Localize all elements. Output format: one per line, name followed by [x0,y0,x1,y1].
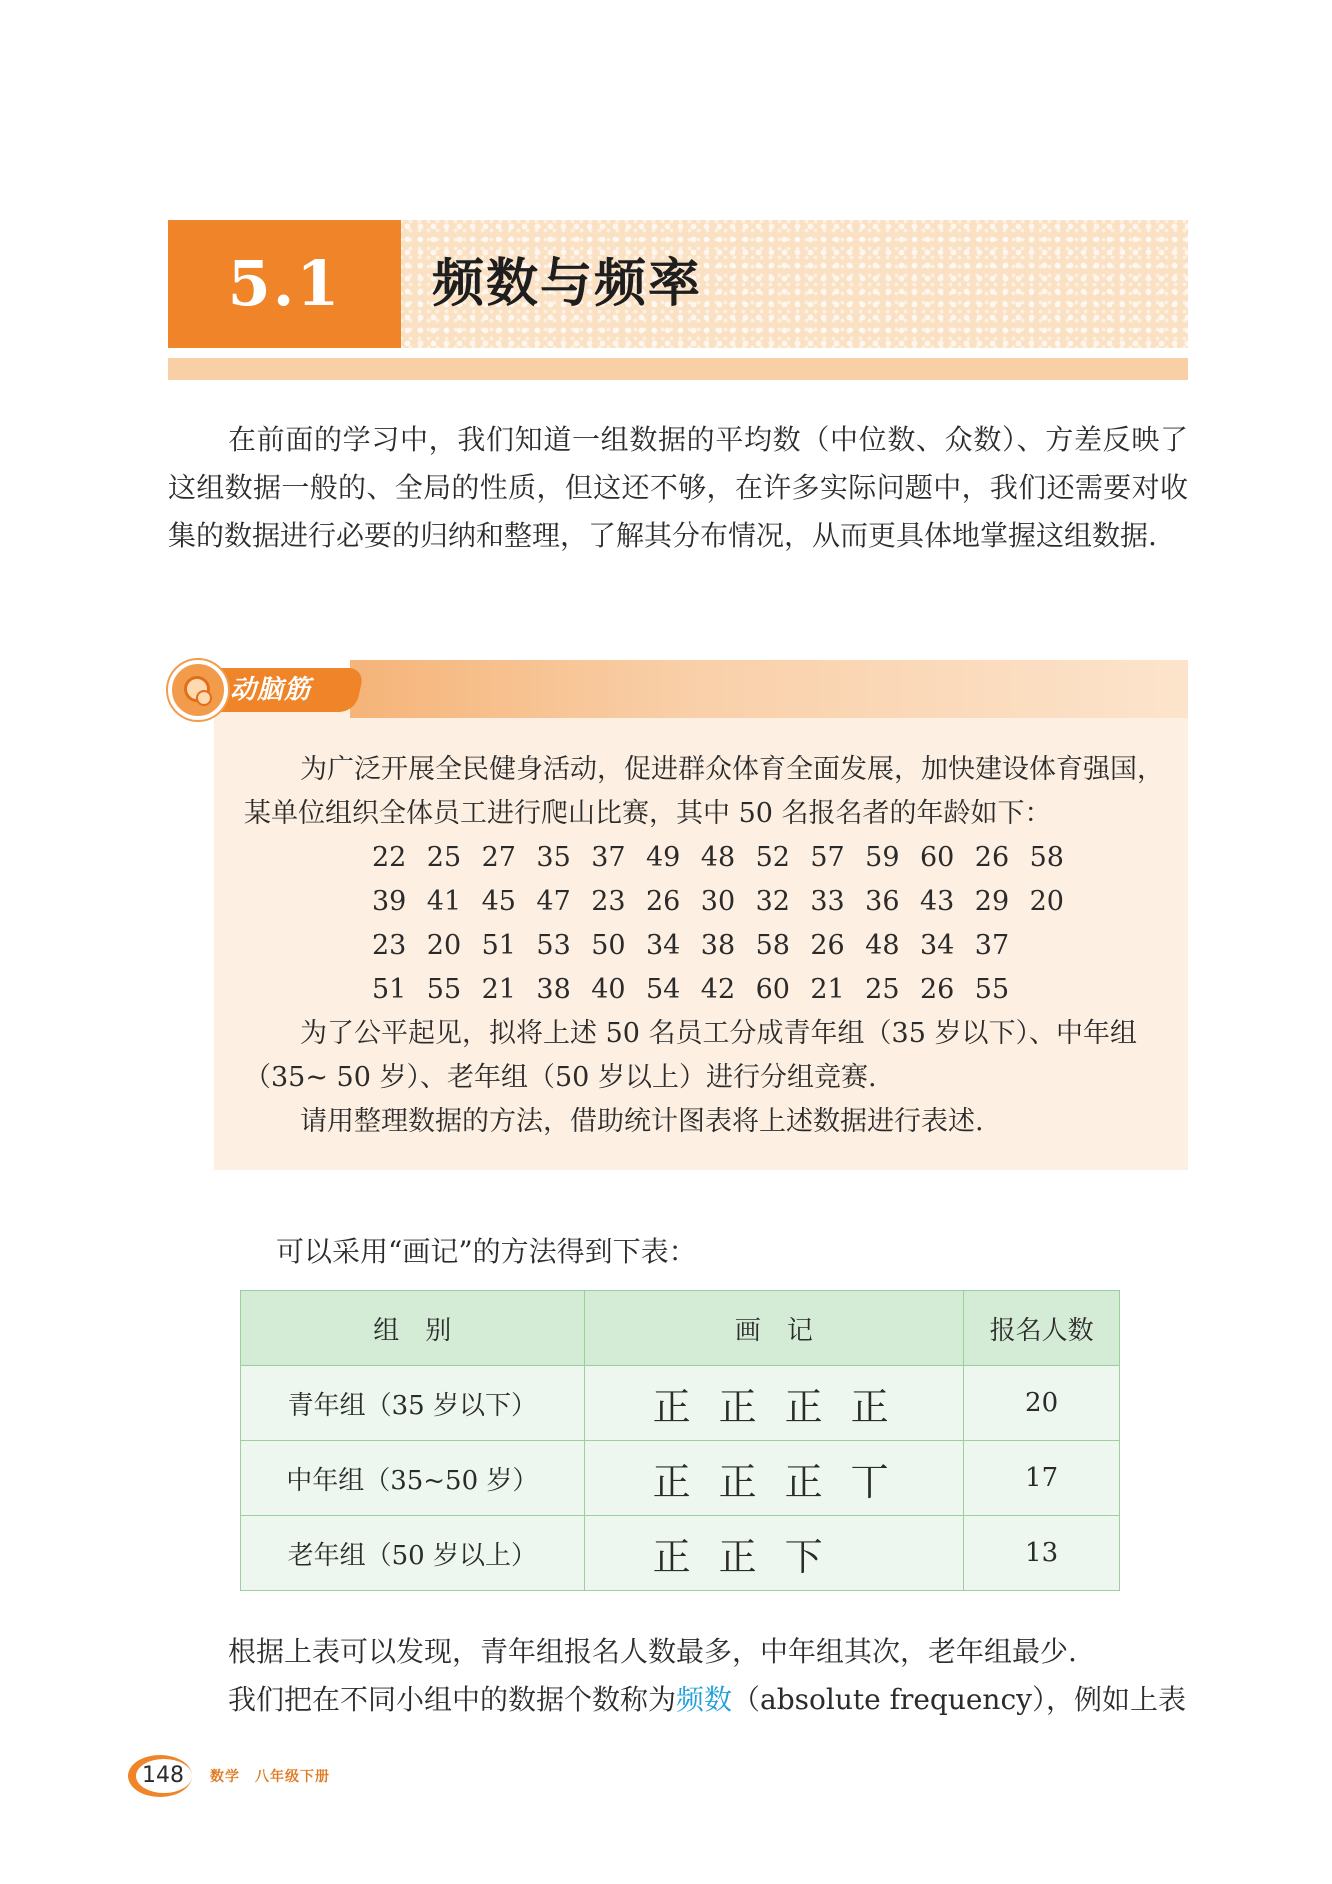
tally-mark: 丅 [850,1459,895,1504]
age-value: 27 [481,842,516,873]
age-value: 40 [591,974,626,1005]
age-list [372,836,1084,1012]
table-header-row [241,1291,1120,1366]
definition-text [228,1676,1208,1724]
section-number: 5.1 [227,247,342,320]
age-value: 20 [1029,886,1064,917]
think-label: 动脑筋 [230,675,312,705]
conclusion-text: 根据上表可以发现，青年组报名人数最多，中年组其次，老年组最少. [228,1635,1077,1668]
age-value: 22 [372,842,407,873]
tally-mark: 正 [784,1384,829,1429]
age-value: 36 [865,886,900,917]
age-value: 49 [645,842,681,873]
age-value: 21 [810,974,845,1005]
age-value: 43 [919,886,955,917]
age-value: 51 [481,930,516,961]
table-row [241,1516,1120,1591]
count-cell: 20 [964,1366,1120,1441]
think-paragraph-2: 为了公平起见，拟将上述 50 名员工分成青年组（35 岁以下）、中年组（35~ 50 岁）、老年组（50 岁以上）进行分组竞赛. [244,1018,1137,1093]
age-value: 58 [1029,842,1064,873]
age-value: 38 [700,930,736,961]
age-value: 21 [481,974,516,1005]
page-number: 148 [142,1763,184,1788]
gear-icon-small [196,690,212,706]
age-value: 41 [426,886,462,917]
age-row [372,836,1084,880]
age-value: 51 [372,974,407,1005]
think-paragraph-1: 为广泛开展全民健身活动，促进群众体育全面发展，加快建设体育强国，某单位组织全体员工进行爬山比赛，其中 50 名报名者的年龄如下： [244,754,1164,829]
age-value: 54 [645,974,681,1005]
age-value: 26 [645,886,681,917]
tally-mark: 正 [850,1384,895,1429]
table-row [241,1441,1120,1516]
intro-paragraph: 在前面的学习中，我们知道一组数据的平均数（中位数、众数）、方差反映了这组数据一般的、全局的性质，但这还不够，在许多实际问题中，我们还需要对收集的数据进行必要的归纳和整理，了解其分布情况，从而更具体地掌握这组数据. [168,423,1188,552]
age-value: 48 [700,842,736,873]
age-value: 48 [865,930,900,961]
age-value: 26 [974,842,1010,873]
count-cell: 13 [964,1516,1120,1591]
age-value: 34 [645,930,681,961]
think-box-header-band [350,660,1188,718]
age-value: 23 [591,886,626,917]
age-value: 33 [810,886,845,917]
tally-cell [584,1516,964,1591]
book-title: 数学 八年级下册 [210,1769,330,1785]
table-lead-text: 可以采用“画记”的方法得到下表： [276,1235,697,1268]
age-value: 29 [974,886,1010,917]
age-value: 57 [810,842,845,873]
definition-before: 我们把在不同小组中的数据个数称为 [228,1683,677,1716]
age-value: 35 [536,842,571,873]
term-frequency: 频数 [676,1683,733,1716]
group-cell: 青年组（35 岁以下） [241,1366,585,1441]
tally-mark: 正 [718,1459,763,1504]
section-title: 频数与频率 [432,253,703,314]
age-value: 52 [755,842,790,873]
age-value: 53 [536,930,571,961]
group-cell: 老年组（50 岁以上） [241,1516,585,1591]
age-value: 25 [426,842,462,873]
tally-mark: 正 [718,1384,763,1429]
tally-mark: 正 [784,1459,829,1504]
age-value: 39 [372,886,407,917]
tally-cell [584,1441,964,1516]
age-value: 47 [536,886,571,917]
age-value: 20 [426,930,462,961]
tally-mark: 正 [652,1384,697,1429]
group-cell: 中年组（35~50 岁） [241,1441,585,1516]
header-group: 组 别 [241,1291,585,1366]
age-row [372,968,1084,1012]
age-value: 60 [919,842,955,873]
age-value: 42 [700,974,736,1005]
think-paragraph-3: 请用整理数据的方法，借助统计图表将上述数据进行表述. [300,1106,984,1137]
age-value: 58 [755,930,790,961]
age-value: 26 [810,930,845,961]
age-value: 26 [919,974,955,1005]
tally-cell [584,1366,964,1441]
age-value: 30 [700,886,736,917]
age-value: 37 [974,930,1010,961]
header-tally: 画 记 [584,1291,964,1366]
age-row [372,880,1084,924]
age-value: 59 [865,842,900,873]
tally-mark: 正 [652,1534,697,1579]
age-value: 55 [974,974,1010,1005]
age-value: 38 [536,974,571,1005]
tally-mark: 正 [652,1459,697,1504]
section-divider [168,358,1188,380]
age-value: 55 [426,974,462,1005]
table-row [241,1366,1120,1441]
definition-after: （absolute frequency），例如上表 [732,1683,1186,1716]
age-value: 23 [372,930,407,961]
tally-mark: 下 [784,1534,829,1579]
age-value: 60 [755,974,790,1005]
header-count: 报名人数 [964,1291,1120,1366]
tally-table [240,1290,1120,1591]
age-value: 25 [865,974,900,1005]
age-value: 50 [591,930,626,961]
age-value: 32 [755,886,790,917]
age-value: 37 [591,842,626,873]
tally-mark: 正 [718,1534,763,1579]
age-value: 45 [481,886,516,917]
count-cell: 17 [964,1441,1120,1516]
age-value: 34 [919,930,955,961]
age-row [372,924,1084,968]
